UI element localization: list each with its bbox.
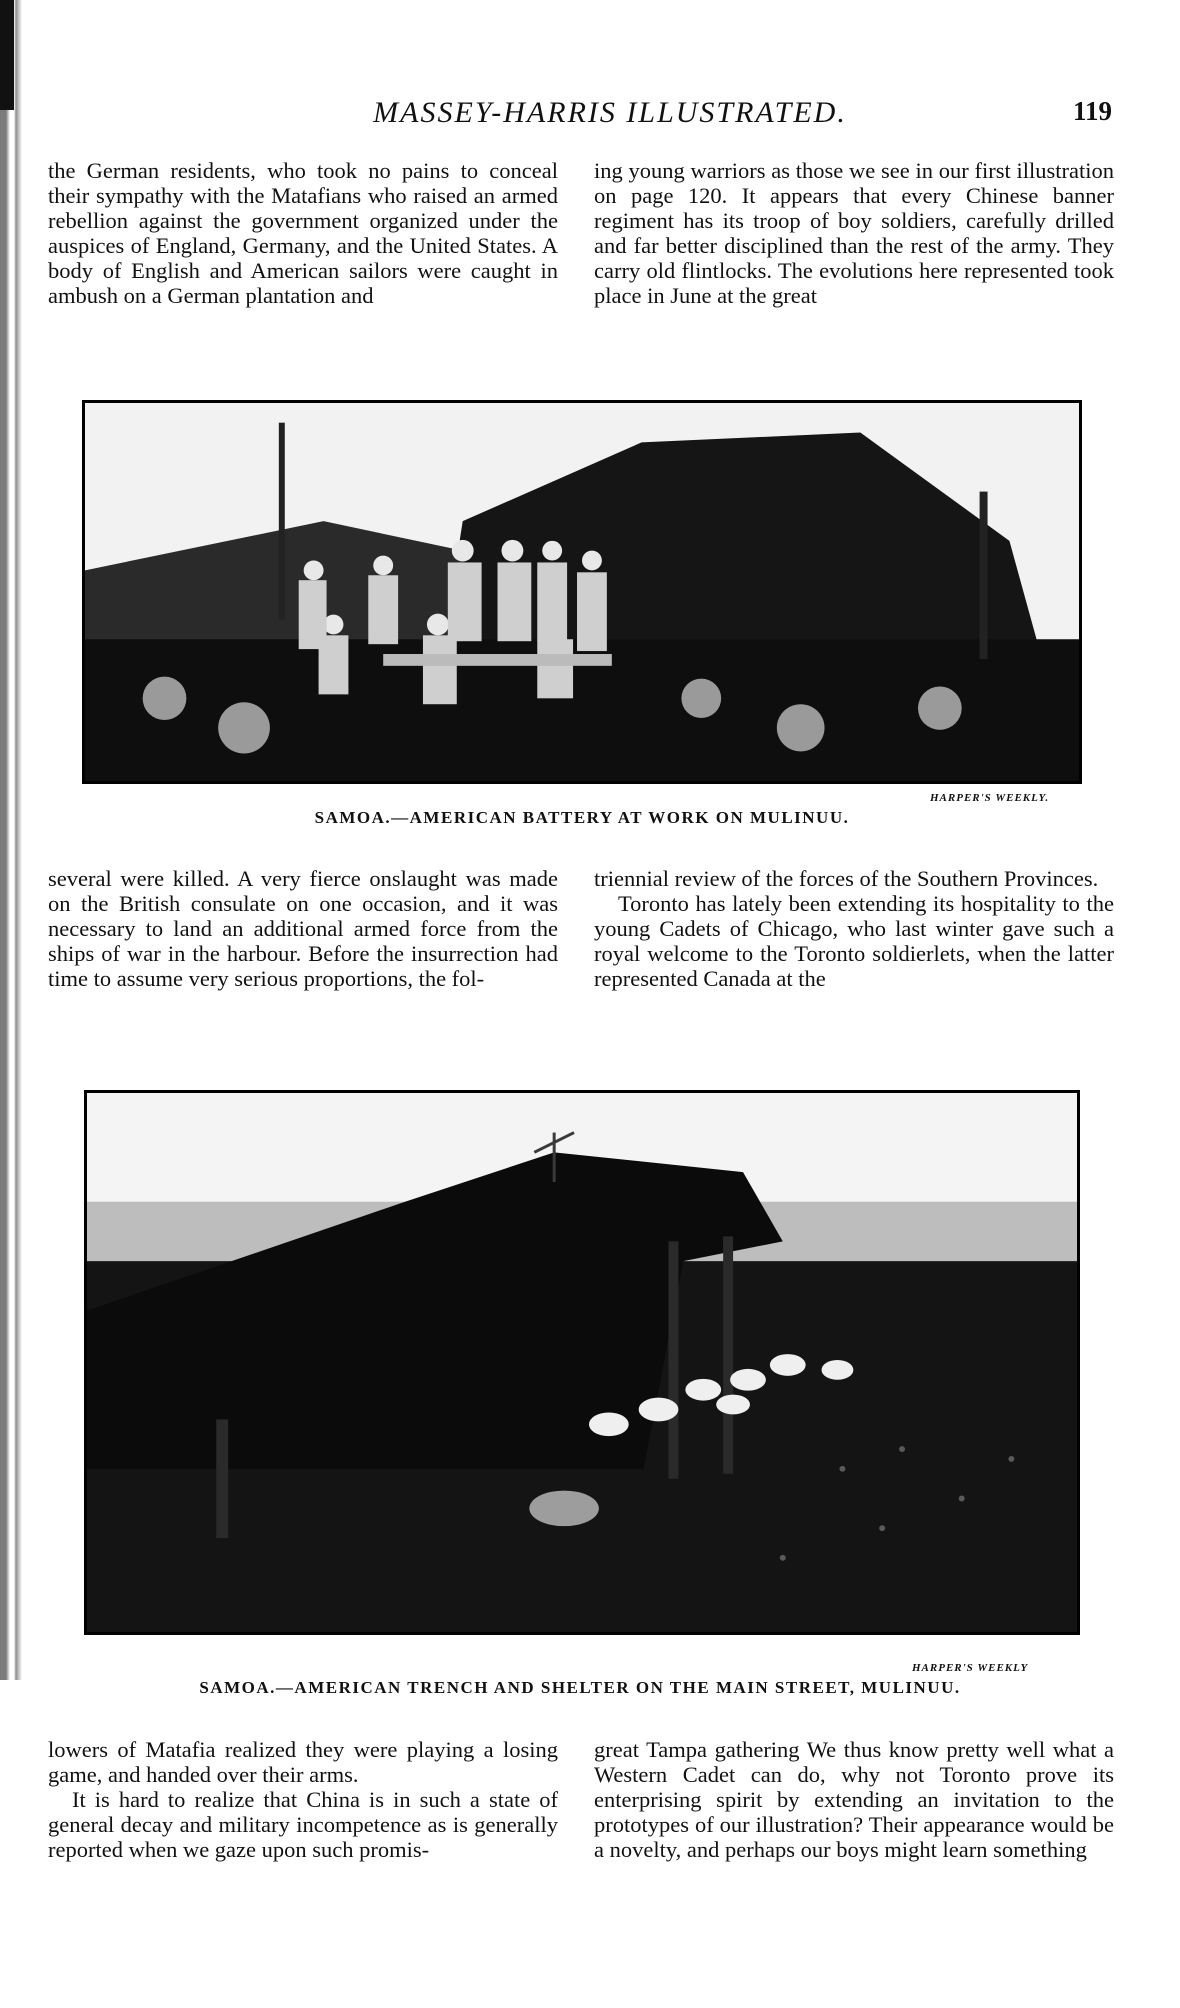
trench-photo (84, 1090, 1080, 1635)
bottom-left-column (48, 1737, 558, 1862)
paragraph: It is hard to realize that China is in such a state of general decay and military incompetence as is generally reported when we gaze upon such promis- (48, 1787, 558, 1862)
top-right-column (594, 158, 1114, 308)
paragraph: ing young warriors as those we see in our first illustration on page 120. It appears that every Chinese banner regiment has its troop of boy soldiers, carefully drilled and far better disciplined than the rest of the army. They carry old flintlocks. The evolutions here represented took place in June at the great (594, 158, 1114, 308)
paragraph: several were killed. A very fierce onslaught was made on the British consulate on one occasion, and it was necessary to land an additional armed force from the ships of war in the harbour. Before the insurrection had time to assume very serious proportions, the fol- (48, 866, 558, 991)
bottom-right-column (594, 1737, 1114, 1862)
paragraph: lowers of Matafia realized they were playing a losing game, and handed over their arms. (48, 1737, 558, 1787)
page-number: 119 (1072, 96, 1112, 126)
photo-caption: SAMOA.—AMERICAN BATTERY AT WORK ON MULINUU. (314, 808, 850, 827)
battery-photo-image (85, 403, 1079, 781)
paragraph: triennial review of the forces of the Southern Provinces. (594, 866, 1099, 891)
paragraph: great Tampa gathering We thus know pretty well what a Western Cadet can do, why not Toronto prove its enterprising spirit by extending an invitation to the prototypes of our illustration? Their appearance would be a novelty, and perhaps our boys might learn something (594, 1737, 1114, 1862)
trench-photo-image (87, 1093, 1077, 1632)
photo-credit: HARPER'S WEEKLY. (930, 792, 1050, 804)
binding-mark (0, 0, 14, 110)
battery-photo (82, 400, 1082, 784)
photo-credit: HARPER'S WEEKLY (912, 1662, 1029, 1674)
paragraph: Toronto has lately been extending its hospitality to the young Cadets of Chicago, who last winter gave such a royal welcome to the Toronto soldierlets, when the latter represented Canada at the (594, 891, 1114, 991)
middle-right-column (594, 866, 1114, 991)
top-left-column (48, 158, 558, 308)
binding-shadow (0, 0, 26, 1680)
photo-caption: SAMOA.—AMERICAN TRENCH AND SHELTER ON THE MAIN STREET, MULINUU. (199, 1678, 961, 1697)
running-title: MASSEY-HARRIS ILLUSTRATED. (373, 96, 847, 129)
paragraph: the German residents, who took no pains to conceal their sympathy with the Matafians who raised an armed rebellion against the government organized under the auspices of England, Germany, and the United States. A body of English and American sailors were caught in ambush on a German plantation and (48, 158, 558, 308)
middle-left-column (48, 866, 558, 991)
page-header (60, 94, 1120, 134)
